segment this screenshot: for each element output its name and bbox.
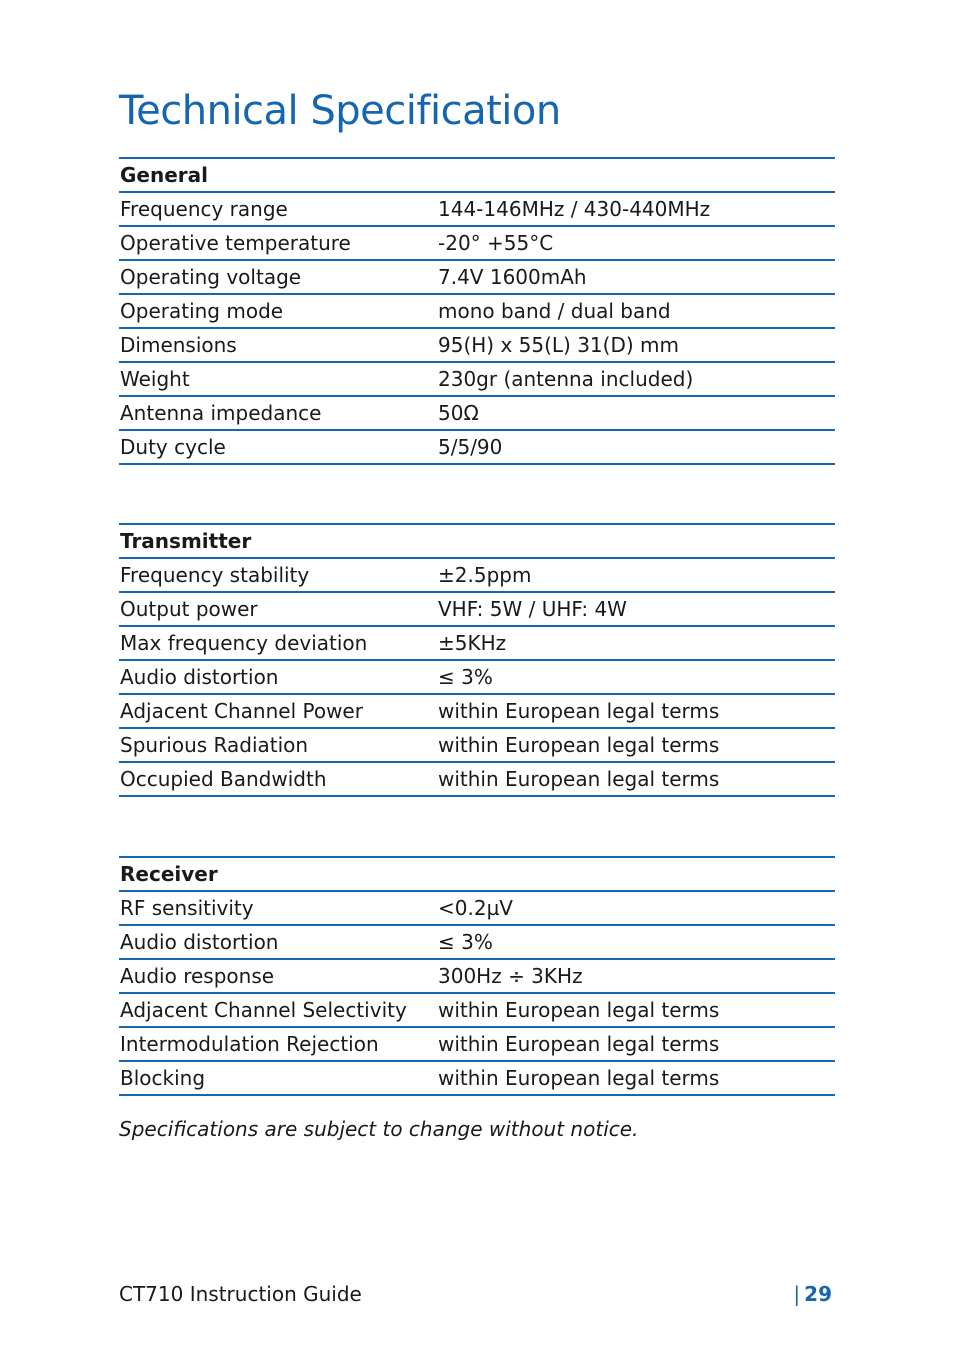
table-row — [119, 226, 835, 260]
spec-label: Audio distortion — [119, 660, 437, 694]
spec-value: 5/5/90 — [437, 430, 835, 464]
spec-label: RF sensitivity — [119, 891, 437, 925]
spec-value: within European legal terms — [437, 694, 835, 728]
spec-value: ±2.5ppm — [437, 558, 835, 592]
general-spec-table — [119, 157, 835, 465]
section-heading-receiver: Receiver — [119, 857, 835, 891]
disclaimer-note: Specifications are subject to change without notice. — [119, 1117, 639, 1141]
section-heading-general: General — [119, 158, 835, 192]
spec-label: Antenna impedance — [119, 396, 437, 430]
spec-label: Spurious Radiation — [119, 728, 437, 762]
spec-value: -20° +55°C — [437, 226, 835, 260]
spec-label: Weight — [119, 362, 437, 396]
table-row — [119, 626, 835, 660]
table-row — [119, 1027, 835, 1061]
spec-label: Output power — [119, 592, 437, 626]
table-row — [119, 362, 835, 396]
spec-value: 95(H) x 55(L) 31(D) mm — [437, 328, 835, 362]
table-row — [119, 694, 835, 728]
spec-label: Intermodulation Rejection — [119, 1027, 437, 1061]
spec-label: Audio response — [119, 959, 437, 993]
spec-value: 144-146MHz / 430-440MHz — [437, 192, 835, 226]
table-row — [119, 925, 835, 959]
spec-value: ≤ 3% — [437, 925, 835, 959]
table-row — [119, 328, 835, 362]
spec-label: Frequency range — [119, 192, 437, 226]
spec-value: 50Ω — [437, 396, 835, 430]
table-row — [119, 260, 835, 294]
table-row — [119, 558, 835, 592]
spec-value: <0.2µV — [437, 891, 835, 925]
page-number: 29 — [804, 1282, 832, 1306]
table-row — [119, 959, 835, 993]
page-title: Technical Specification — [119, 88, 561, 134]
footer-separator: | — [793, 1282, 801, 1306]
spec-label: Dimensions — [119, 328, 437, 362]
table-row — [119, 993, 835, 1027]
spec-value: 7.4V 1600mAh — [437, 260, 835, 294]
spec-label: Frequency stability — [119, 558, 437, 592]
table-row — [119, 762, 835, 796]
table-row — [119, 891, 835, 925]
spec-label: Operative temperature — [119, 226, 437, 260]
transmitter-spec-table — [119, 523, 835, 797]
spec-label: Duty cycle — [119, 430, 437, 464]
spec-label: Operating mode — [119, 294, 437, 328]
table-row — [119, 1061, 835, 1095]
spec-value: 230gr (antenna included) — [437, 362, 835, 396]
spec-value: within European legal terms — [437, 1061, 835, 1095]
footer-guide-title: CT710 Instruction Guide — [119, 1282, 362, 1306]
spec-label: Adjacent Channel Selectivity — [119, 993, 437, 1027]
spec-value: ≤ 3% — [437, 660, 835, 694]
table-row — [119, 728, 835, 762]
table-row — [119, 192, 835, 226]
spec-label: Blocking — [119, 1061, 437, 1095]
table-row — [119, 430, 835, 464]
spec-value: within European legal terms — [437, 762, 835, 796]
table-row — [119, 592, 835, 626]
spec-value: VHF: 5W / UHF: 4W — [437, 592, 835, 626]
spec-value: within European legal terms — [437, 993, 835, 1027]
table-row — [119, 660, 835, 694]
table-row — [119, 396, 835, 430]
receiver-spec-table — [119, 856, 835, 1096]
spec-value: ±5KHz — [437, 626, 835, 660]
spec-label: Adjacent Channel Power — [119, 694, 437, 728]
spec-value: 300Hz ÷ 3KHz — [437, 959, 835, 993]
spec-label: Max frequency deviation — [119, 626, 437, 660]
spec-value: within European legal terms — [437, 1027, 835, 1061]
spec-value: mono band / dual band — [437, 294, 835, 328]
spec-label: Audio distortion — [119, 925, 437, 959]
spec-value: within European legal terms — [437, 728, 835, 762]
table-row — [119, 294, 835, 328]
footer-page-number — [793, 1282, 832, 1306]
spec-label: Occupied Bandwidth — [119, 762, 437, 796]
spec-label: Operating voltage — [119, 260, 437, 294]
section-heading-transmitter: Transmitter — [119, 524, 835, 558]
